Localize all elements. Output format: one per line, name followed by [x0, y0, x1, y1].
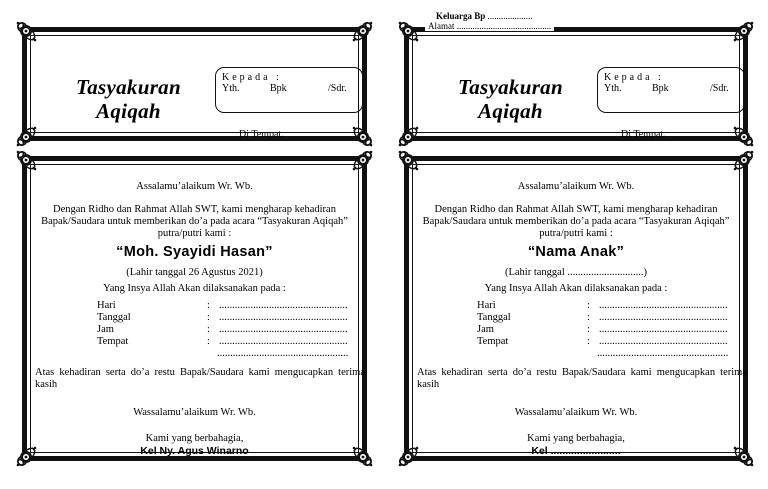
- signoff: Kami yang berbahagia,: [527, 433, 625, 444]
- schedule-dots: .................................................: [219, 312, 348, 323]
- left-envelope-card: [22, 27, 367, 141]
- held-on-line: Yang Insya Allah Akan dilaksanakan pada :: [103, 283, 286, 294]
- schedule-colon: :: [587, 324, 590, 335]
- birth-date: (Lahir tanggal 26 Agustus 2021): [126, 267, 263, 278]
- child-name: “Nama Anak”: [527, 244, 625, 260]
- schedule-dots: .................................................: [219, 324, 348, 335]
- left-invitation-card: [22, 156, 367, 461]
- yth-label: Yth.: [222, 83, 240, 94]
- schedule-label: Tanggal: [477, 312, 511, 323]
- title-line-1: Tasyakuran: [76, 75, 181, 99]
- envelope-title: [443, 75, 578, 123]
- bpk-label: Bpk: [270, 83, 287, 94]
- corner-ornament-icon: [352, 126, 374, 148]
- corner-ornament-icon: [352, 20, 374, 42]
- intro-line-1: Dengan Ridho dan Rahmat Allah SWT, kami mengharap kehadiran: [53, 204, 336, 215]
- schedule-dots: .................................................: [599, 312, 728, 323]
- birth-date: (Lahir tanggal .............................): [504, 267, 647, 278]
- corner-ornament-icon: [733, 20, 755, 42]
- farewell: Wassalamu’alaikum Wr. Wb.: [133, 407, 256, 418]
- right-invitation-card: [404, 156, 748, 461]
- closing-text: Atas kehadiran serta do’a restu Bapak/Saudara kami mengucapkan terima kasih: [35, 367, 365, 390]
- sdr-label: /Sdr.: [328, 83, 347, 94]
- keluarga-label: Keluarga Bp: [436, 11, 486, 21]
- extra-dots: ..................................................: [217, 348, 349, 359]
- schedule-colon: :: [207, 312, 210, 323]
- address-box: [597, 67, 745, 113]
- schedule-dots: .................................................: [219, 300, 348, 311]
- signoff: Kami yang berbahagia,: [145, 433, 244, 444]
- corner-ornament-icon: [397, 126, 419, 148]
- schedule-dots: .................................................: [599, 336, 728, 347]
- schedule-table: [477, 300, 737, 360]
- farewell: Wassalamu’alaikum Wr. Wb.: [514, 407, 638, 418]
- intro-line-3: putra/putri kami :: [539, 228, 613, 239]
- intro-line-2: Bapak/Saudara untuk memberikan do’a pada acara “Tasyakuran Aqiqah”: [41, 216, 348, 227]
- schedule-label: Jam: [477, 324, 494, 335]
- kepada-label: Kepada :: [222, 72, 282, 83]
- schedule-label: Hari: [477, 300, 496, 311]
- corner-ornament-icon: [352, 149, 374, 171]
- corner-ornament-icon: [733, 149, 755, 171]
- recipient-row: [222, 83, 362, 96]
- schedule-colon: :: [587, 336, 590, 347]
- alamat-label: Alamat: [428, 21, 455, 31]
- greeting: Assalamu’alaikum Wr. Wb.: [136, 181, 253, 192]
- schedule-dots: .................................................: [219, 336, 348, 347]
- schedule-colon: :: [207, 324, 210, 335]
- schedule-label: Hari: [97, 300, 116, 311]
- schedule-colon: :: [587, 312, 590, 323]
- corner-ornament-icon: [733, 126, 755, 148]
- di-tempat-label: Di Tempat.: [239, 129, 284, 140]
- family-name: Kel Ny. Agus Winarno: [140, 445, 249, 457]
- envelope-title: [61, 75, 196, 123]
- right-envelope-card: [404, 11, 748, 141]
- schedule-label: Tanggal: [97, 312, 131, 323]
- intro-line-3: putra/putri kami :: [157, 228, 232, 239]
- keluarga-row: [428, 11, 551, 21]
- family-name: Kel ........................: [531, 445, 621, 457]
- recipient-row: [604, 83, 744, 96]
- schedule-colon: :: [207, 300, 210, 311]
- sdr-label: /Sdr.: [710, 83, 729, 94]
- intro-line-2: Bapak/Saudara untuk memberikan do’a pada acara “Tasyakuran Aqiqah”: [422, 216, 730, 227]
- schedule-dots: .................................................: [599, 300, 728, 311]
- corner-ornament-icon: [15, 149, 37, 171]
- held-on-line: Yang Insya Allah Akan dilaksanakan pada :: [484, 283, 668, 294]
- closing-text: Atas kehadiran serta do’a restu Bapak/Saudara kami mengucapkan terima kasih: [417, 367, 747, 390]
- greeting: Assalamu’alaikum Wr. Wb.: [517, 181, 635, 192]
- title-line-2: Aqiqah: [96, 99, 161, 123]
- sender-block: [425, 11, 554, 31]
- corner-ornament-icon: [397, 149, 419, 171]
- schedule-label: Jam: [97, 324, 114, 335]
- keluarga-dots: ....................: [487, 11, 533, 21]
- schedule-label: Tempat: [97, 336, 129, 347]
- intro-line-1: Dengan Ridho dan Rahmat Allah SWT, kami mengharap kehadiran: [434, 204, 718, 215]
- alamat-row: [428, 21, 551, 31]
- schedule-colon: :: [207, 336, 210, 347]
- alamat-dots: ..........................................: [456, 21, 552, 31]
- schedule-label: Tempat: [477, 336, 509, 347]
- kepada-label: Kepada :: [604, 72, 664, 83]
- schedule-table: [97, 300, 357, 360]
- corner-ornament-icon: [15, 20, 37, 42]
- extra-dots: ..................................................: [597, 348, 729, 359]
- di-tempat-label: Di Tempat.: [621, 129, 666, 140]
- address-box: [215, 67, 363, 113]
- yth-label: Yth.: [604, 83, 622, 94]
- corner-ornament-icon: [397, 20, 419, 42]
- schedule-colon: :: [587, 300, 590, 311]
- schedule-dots: .................................................: [599, 324, 728, 335]
- title-line-1: Tasyakuran: [458, 75, 563, 99]
- title-line-2: Aqiqah: [478, 99, 543, 123]
- child-name: “Moh. Syayidi Hasan”: [116, 244, 273, 260]
- bpk-label: Bpk: [652, 83, 669, 94]
- corner-ornament-icon: [15, 126, 37, 148]
